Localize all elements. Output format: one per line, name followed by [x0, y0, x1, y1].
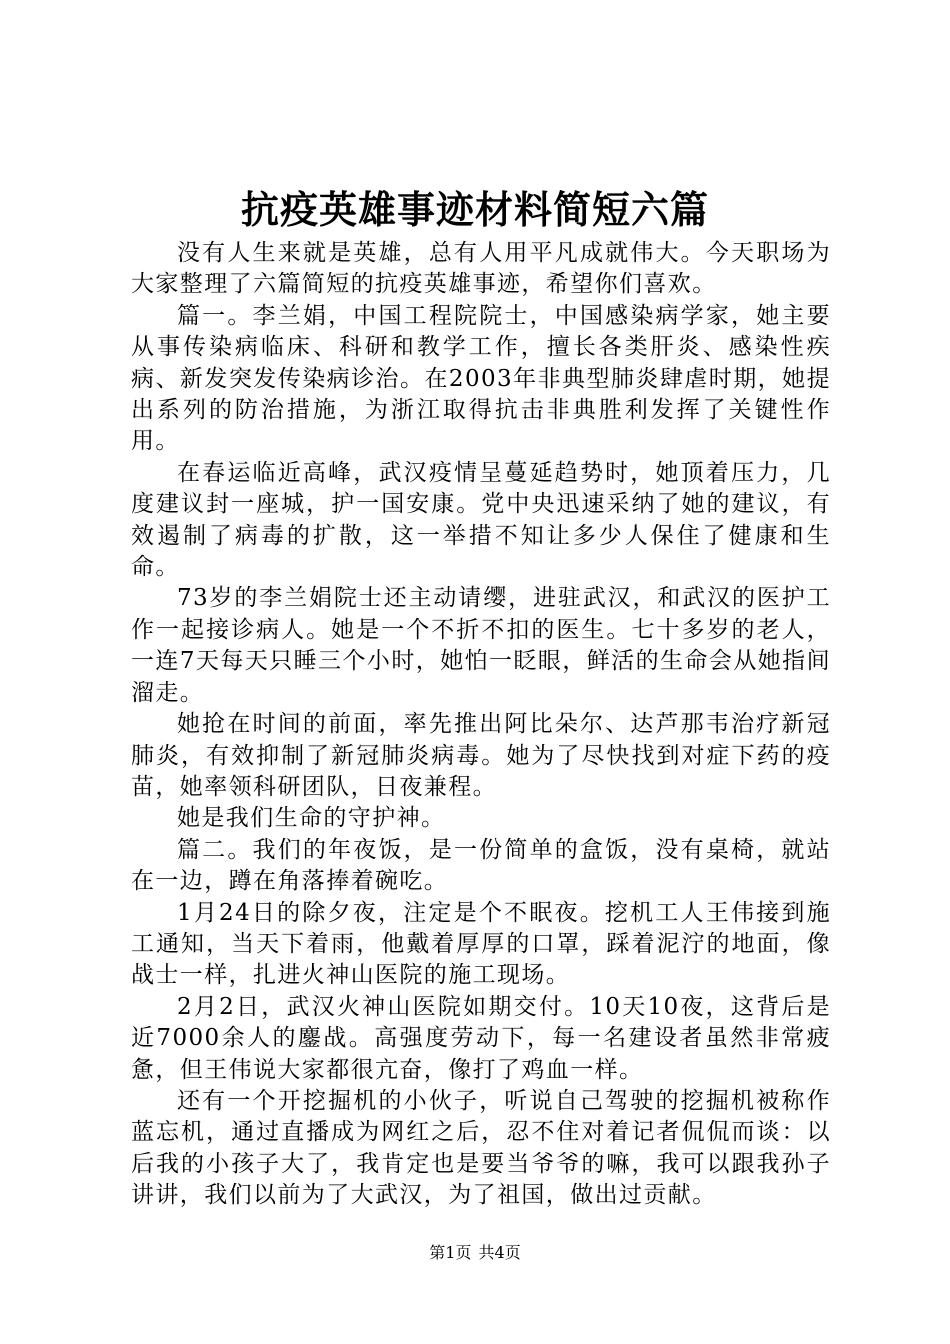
- paragraph: 篇一。李兰娟，中国工程院院士，中国感染病学家，她主要从事传染病临床、科研和教学工作，擅长各类肝炎、感染性疾病、新发突发传染病诊治。在2003年非典型肺炎肆虐时期，她提出系列的防治措施，为浙江取得抗击非典胜利发挥了关键性作用。: [131, 302, 831, 455]
- paragraph: 1月24日的除夕夜，注定是个不眠夜。挖机工人王伟接到施工通知，当天下着雨，他戴着厚厚的口罩，踩着泥泞的地面，像战士一样，扎进火神山医院的施工现场。: [131, 899, 831, 989]
- paragraph: 她是我们生命的守护神。: [177, 805, 446, 832]
- document-title: 抗疫英雄事迹材料简短六篇: [240, 187, 709, 232]
- paragraph: 在春运临近高峰，武汉疫情呈蔓延趋势时，她顶着压力，几度建议封一座城，护一国安康。党中央迅速采纳了她的建议，有效遏制了病毒的扩散，这一举措不知让多少人保住了健康和生命。: [131, 459, 831, 581]
- paragraph: 篇二。我们的年夜饭，是一份简单的盒饭，没有桌椅，就站在一边，蹲在角落捧着碗吃。: [131, 836, 831, 895]
- paragraph: 她抢在时间的前面，率先推出阿比朵尔、达芦那韦治疗新冠肺炎，有效抑制了新冠肺炎病毒。她为了尽快找到对症下药的疫苗，她率领科研团队，日夜兼程。: [131, 711, 831, 800]
- paragraph: 2月2日，武汉火神山医院如期交付。10天10夜，这背后是近7000余人的鏖战。高强度劳动下，每一名建设者虽然非常疲惫，但王伟说大家都很亢奋，像打了鸡血一样。: [131, 993, 831, 1083]
- paragraph: 还有一个开挖掘机的小伙子，听说自己驾驶的挖掘机被称作蓝忘机，通过直播成为网红之后，忍不住对着记者侃侃而谈：以后我的小孩子大了，我肯定也是要当爷爷的嘛，我可以跟我孙子讲讲，我们以前为了大武汉，为了祖国，做出过贡献。: [131, 1087, 831, 1209]
- document-body: [131, 238, 831, 1212]
- page-total: 共4页: [478, 1243, 521, 1262]
- page-number: 第1页: [429, 1243, 472, 1262]
- paragraph: 73岁的李兰娟院士还主动请缨，进驻武汉，和武汉的医护工作一起接诊病人。她是一个不折不扣的医生。七十多岁的老人，一连7天每天只睡三个小时，她怕一眨眼，鲜活的生命会从她指间溜走。: [131, 585, 831, 706]
- paragraph: 没有人生来就是英雄，总有人用平凡成就伟大。今天职场为大家整理了六篇简短的抗疫英雄事迹，希望你们喜欢。: [131, 240, 831, 298]
- page-footer: [0, 1241, 950, 1265]
